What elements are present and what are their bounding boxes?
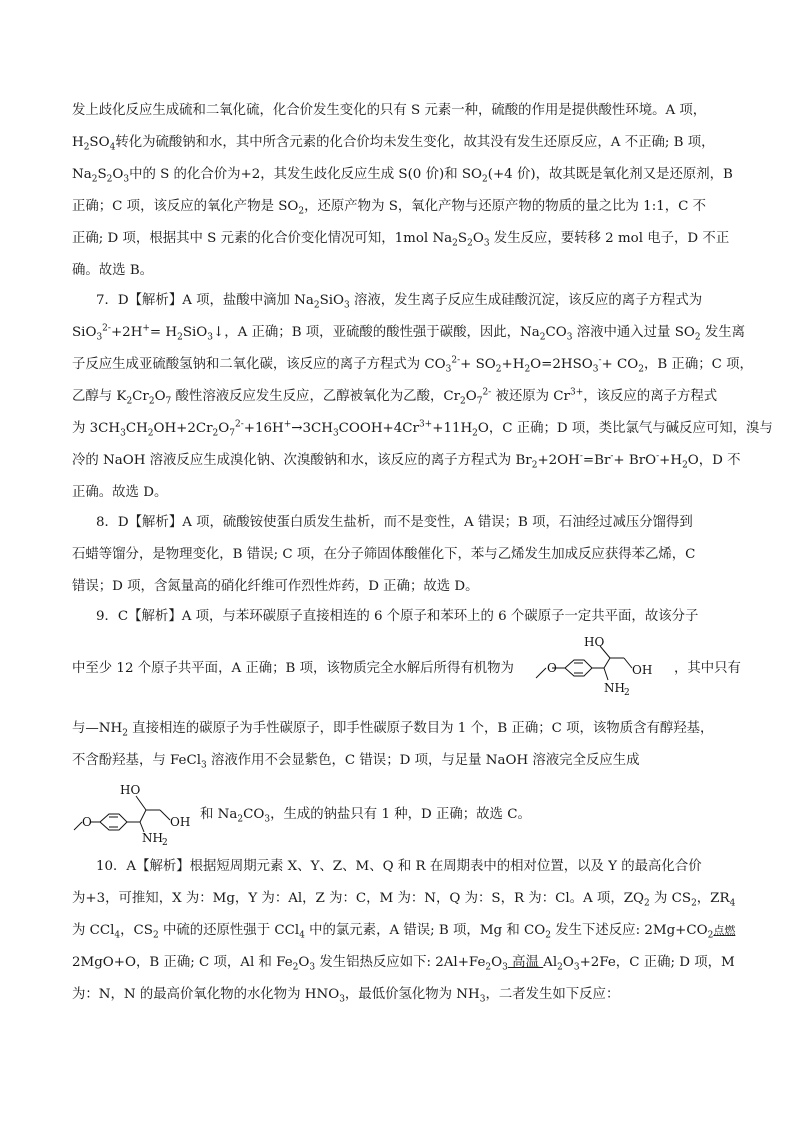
text-line — [72, 922, 735, 940]
text: H — [72, 135, 84, 150]
text-line — [72, 890, 735, 908]
text: 9．C【解析】A 项，与苯环碳原子直接相连的 6 个原子和苯环上的 6 个碳原子一定共平面，故该分子 — [96, 609, 699, 624]
subscript: 2 — [472, 428, 478, 439]
text: ，二者发生如下反应： — [485, 987, 620, 1002]
text-line — [72, 230, 729, 248]
text: ，B 正确；C 项， — [643, 357, 753, 372]
subscript: 2 — [292, 962, 299, 973]
text-line — [96, 292, 702, 310]
subscript: 3 — [201, 760, 207, 771]
text: 酸性溶液反应发生反应，乙醇被氧化为乙酸，Cr — [171, 389, 460, 404]
superscript: + — [283, 419, 292, 430]
text: O，D 不 — [687, 453, 741, 468]
text: 中硫的还原性强于 CCl — [158, 923, 300, 938]
text-line — [72, 420, 773, 438]
text-line — [72, 452, 741, 470]
subscript: 3 — [120, 428, 126, 439]
reaction-condition: 高温 — [507, 955, 544, 970]
subscript: 3 — [566, 332, 573, 343]
text: O — [218, 421, 230, 436]
text: O — [472, 231, 484, 246]
text: Na — [72, 167, 92, 182]
subscript: 2 — [691, 898, 697, 909]
hydroxyl-label: HO — [584, 635, 605, 649]
subscript: 2 — [152, 930, 159, 941]
text: Cr — [132, 389, 149, 404]
text: →3CH — [291, 421, 333, 436]
text-line — [72, 262, 153, 280]
subscript: 2 — [557, 962, 563, 973]
subscript: 2 — [624, 688, 630, 698]
subscript: 2 — [91, 174, 98, 185]
text: 发生下述反应: 2Mg+CO — [550, 923, 708, 938]
bond — [74, 822, 82, 830]
text: S — [97, 167, 107, 182]
subscript: 3 — [479, 994, 486, 1005]
superscript: - — [610, 451, 614, 462]
benzene-ring — [100, 814, 127, 830]
text-line — [72, 660, 514, 678]
subscript: 2 — [177, 332, 183, 343]
text: CH — [125, 421, 148, 436]
subscript: 7 — [476, 396, 483, 407]
subscript: 2 — [682, 460, 688, 471]
text: CO — [243, 807, 265, 822]
text: +2H — [110, 325, 143, 340]
subscript: 4 — [114, 930, 121, 941]
text: + BrO — [613, 453, 657, 468]
text: 正确。故选 D。 — [72, 485, 168, 500]
text-line — [674, 660, 741, 678]
text: O — [465, 389, 477, 404]
bond — [160, 810, 170, 820]
subscript: 3 — [502, 962, 508, 973]
text: 为 CCl — [72, 923, 115, 938]
text: CO — [545, 325, 567, 340]
text-line — [72, 198, 706, 216]
superscript: + — [142, 323, 150, 334]
text: O — [154, 389, 166, 404]
bond — [536, 668, 546, 678]
text-line — [72, 484, 167, 502]
text: ，还原产物为 S，氧化产物与还原产物的物质的量之比为 1:1，C 不 — [304, 199, 707, 214]
text: S — [457, 231, 468, 246]
subscript: 7 — [229, 428, 235, 439]
subscript: 2 — [313, 300, 320, 311]
text-line — [96, 514, 693, 532]
subscript: 2 — [147, 428, 154, 439]
text: 中的氯元素，A 错误; B 项，Mg 和 CO — [304, 923, 546, 938]
text: Al — [543, 955, 558, 970]
hydroxyl-label: HO — [120, 783, 141, 797]
subscript: 2 — [106, 174, 113, 185]
subscript: 2 — [644, 898, 650, 909]
text: 冷的 NaOH 溶液反应生成溴化钠、次溴酸钠和水，该反应的离子方程式为 Br — [72, 453, 532, 468]
text-line — [72, 720, 713, 738]
text: 发生反应，要转移 2 mol 电子，D 不正 — [489, 231, 730, 246]
text: +16H — [243, 421, 284, 436]
subscript: 2 — [237, 814, 244, 825]
text: +H — [501, 357, 525, 372]
text-line — [72, 954, 735, 972]
text: 错误；D 项，含氮量高的硝化纤维可作烈性炸药，D 正确；故选 D。 — [72, 579, 479, 594]
subscript: 2 — [452, 238, 458, 249]
superscript: 3+ — [418, 419, 433, 430]
superscript: - — [598, 355, 602, 366]
text: 乙醇与 K — [72, 389, 127, 404]
text: +2Fe，C 正确; D 项，M — [579, 955, 735, 970]
text: ，CS — [120, 923, 153, 938]
subscript: 3 — [96, 332, 103, 343]
subscript: 3 — [445, 364, 452, 375]
text: 中至少 12 个原子共平面，A 正确；B 项，该物质完全水解后所得有机物为 — [72, 661, 514, 676]
text: 为+3，可推知，X 为：Mg，Y 为：Al，Z 为：C，M 为：N，Q 为：S，R 为：Cl。A 项，ZQ — [72, 891, 644, 906]
text: 7．D【解析】A 项，盐酸中滴加 Na — [96, 293, 314, 308]
text-line — [72, 324, 745, 342]
subscript: 3 — [339, 994, 345, 1005]
text: 发生铝热反应如下: 2Al+Fe — [315, 955, 486, 970]
text: ，最低价氢化物为 NH — [344, 987, 480, 1002]
text: 石蜡等馏分，是物理变化，B 错误; C 项，在分子筛固体酸催化下，苯与乙烯发生加成反应获得苯乙烯，C — [72, 547, 696, 562]
superscript: 2- — [451, 355, 461, 366]
text: 转化为硫酸钠和水，其中所含元素的化合价均未发生变化，故其没有发生还原反应，A 不正确; B 项， — [115, 135, 715, 150]
subscript: 7 — [165, 396, 172, 407]
subscript: 2 — [545, 930, 551, 941]
oxygen-label: O — [547, 661, 557, 675]
subscript: 2 — [162, 838, 168, 846]
superscript: - — [579, 451, 583, 462]
subscript: 2 — [212, 428, 219, 439]
subscript: 3 — [123, 174, 130, 185]
text: 确。故选 B。 — [72, 263, 154, 278]
text: 直接相连的碳原子为手性碳原子，即手性碳原子数目为 1 个，B 正确；C 项，该物质含有醇羟基， — [127, 721, 714, 736]
reaction-condition: 点燃 — [713, 924, 736, 937]
text: SiO — [182, 325, 208, 340]
text: 8．D【解析】A 项，硫酸铵使蛋白质发生盐析，而不是变性，A 错误；B 项，石油经过减压分馏得到 — [96, 515, 693, 530]
subscript: 3 — [573, 962, 580, 973]
text: 发上歧化反应生成硫和二氧化硫，化合价发生变化的只有 S 元素一种，硫酸的作用是提供酸性环境。A 项， — [72, 103, 707, 118]
subscript: 3 — [309, 962, 316, 973]
subscript: 2 — [467, 238, 473, 249]
text: 10．A【解析】根据短周期元素 X、Y、Z、M、Q 和 R 在周期表中的相对位置，以及 Y 的最高化合价 — [96, 859, 702, 874]
text: 2MgO+O，B 正确; C 项，Al 和 Fe — [72, 955, 293, 970]
text-line — [72, 166, 733, 184]
bond — [624, 658, 632, 668]
text-line — [72, 578, 479, 596]
bond — [604, 668, 608, 680]
superscript: 2- — [102, 323, 111, 334]
text-line — [72, 102, 706, 120]
subscript: 4 — [729, 898, 736, 909]
text: SiO — [72, 325, 97, 340]
subscript: 2 — [495, 364, 502, 375]
subscript: 2 — [298, 206, 305, 217]
text: 为 CS — [649, 891, 692, 906]
text-line — [72, 134, 715, 152]
text-line — [96, 608, 698, 626]
amino-label: NH — [604, 681, 625, 695]
text-line — [72, 546, 695, 564]
text: SiO — [319, 293, 344, 308]
text: ，该反应的离子方程式 — [583, 389, 718, 404]
subscript: 2 — [531, 460, 538, 471]
subscript: 3 — [207, 332, 213, 343]
text: O — [562, 955, 574, 970]
text-line — [72, 356, 753, 374]
text: 与—NH — [72, 721, 123, 736]
text: O=2HSO — [530, 357, 593, 372]
subscript: 2 — [148, 396, 155, 407]
text: ，ZR — [696, 891, 730, 906]
amino-label: NH — [142, 831, 163, 845]
subscript: 4 — [299, 930, 305, 941]
text: 溶液，发生离子反应生成硅酸沉淀，该反应的离子方程式为 — [349, 293, 703, 308]
molecule-structure-2 — [72, 778, 202, 846]
subscript: 3 — [264, 814, 271, 825]
subscript: 3 — [483, 238, 490, 249]
subscript: 2 — [122, 728, 128, 739]
subscript: 2 — [707, 930, 714, 941]
text-line — [96, 858, 702, 876]
text-line — [72, 986, 619, 1004]
text: +H — [659, 453, 683, 468]
text: 不含酚羟基，与 FeCl — [72, 753, 202, 768]
text: 子反应生成亚硫酸氢钠和二氧化碳，该反应的离子方程式为 CO — [72, 357, 446, 372]
text: 为 3CH — [72, 421, 121, 436]
text: O — [112, 167, 124, 182]
subscript: 3 — [592, 364, 599, 375]
text: 溶液中通入过量 SO — [572, 325, 695, 340]
molecule-structure-1 — [530, 630, 674, 702]
oxygen-label: O — [82, 815, 92, 829]
benzene-ring — [565, 660, 592, 676]
text: 溶液作用不会显紫色，C 错误；D 项，与足量 NaOH 溶液完全反应生成 — [206, 753, 640, 768]
subscript: 2 — [694, 332, 701, 343]
subscript: 3 — [332, 428, 339, 439]
text: + SO — [460, 357, 496, 372]
text: ↓，A 正确；B 项，亚硫酸的酸性强于碳酸，因此，Na — [212, 325, 540, 340]
bond — [140, 810, 146, 822]
subscript: 2 — [524, 364, 531, 375]
subscript: 2 — [83, 142, 90, 153]
hydroxyl-label: OH — [632, 663, 653, 677]
subscript: 3 — [344, 300, 350, 311]
text: 正确; D 项，根据其中 S 元素的化合价变化情况可知，1mol Na — [72, 231, 453, 246]
text: OH+2Cr — [153, 421, 213, 436]
text: + CO — [601, 357, 639, 372]
text: =Br — [582, 453, 611, 468]
hydroxyl-label: OH — [170, 815, 191, 829]
subscript: 2 — [460, 396, 466, 407]
text: SO — [89, 135, 110, 150]
subscript: 2 — [638, 364, 644, 375]
superscript: 2- — [235, 419, 244, 430]
superscript: - — [656, 451, 660, 462]
text: O，C 正确；D 项，类比氯气与碱反应可知，溴与 — [477, 421, 773, 436]
text: O — [491, 955, 503, 970]
text: 中的 S 的化合价为+2，其发生歧化反应生成 S(0 价)和 SO — [129, 167, 482, 182]
subscript: 2 — [539, 332, 546, 343]
text: 发生离 — [700, 325, 746, 340]
subscript: 2 — [485, 962, 492, 973]
text: 为：N，N 的最高价氧化物的水化物为 HNO — [72, 987, 340, 1002]
text-line — [72, 752, 640, 770]
text: = H — [149, 325, 178, 340]
text-line — [72, 388, 717, 406]
superscript: 2- — [482, 387, 492, 398]
bond — [136, 796, 146, 810]
superscript: 3+ — [569, 387, 584, 398]
text: 正确；C 项，该反应的氧化产物是 SO — [72, 199, 299, 214]
text: (+4 价)，故其既是氧化剂又是还原剂，B — [487, 167, 733, 182]
subscript: 2 — [482, 174, 488, 185]
subscript: 2 — [126, 396, 133, 407]
text: ，生成的钠盐只有 1 种，D 正确；故选 C。 — [270, 807, 531, 822]
text: COOH+4Cr — [338, 421, 419, 436]
subscript: 4 — [109, 142, 116, 153]
text: +11H — [432, 421, 473, 436]
text: ，其中只有 — [674, 661, 741, 676]
text: 被还原为 Cr — [491, 389, 570, 404]
text: +2OH — [537, 453, 580, 468]
text-line — [200, 806, 531, 824]
bond — [604, 658, 610, 668]
text: 和 Na — [200, 807, 238, 822]
text: O — [298, 955, 310, 970]
